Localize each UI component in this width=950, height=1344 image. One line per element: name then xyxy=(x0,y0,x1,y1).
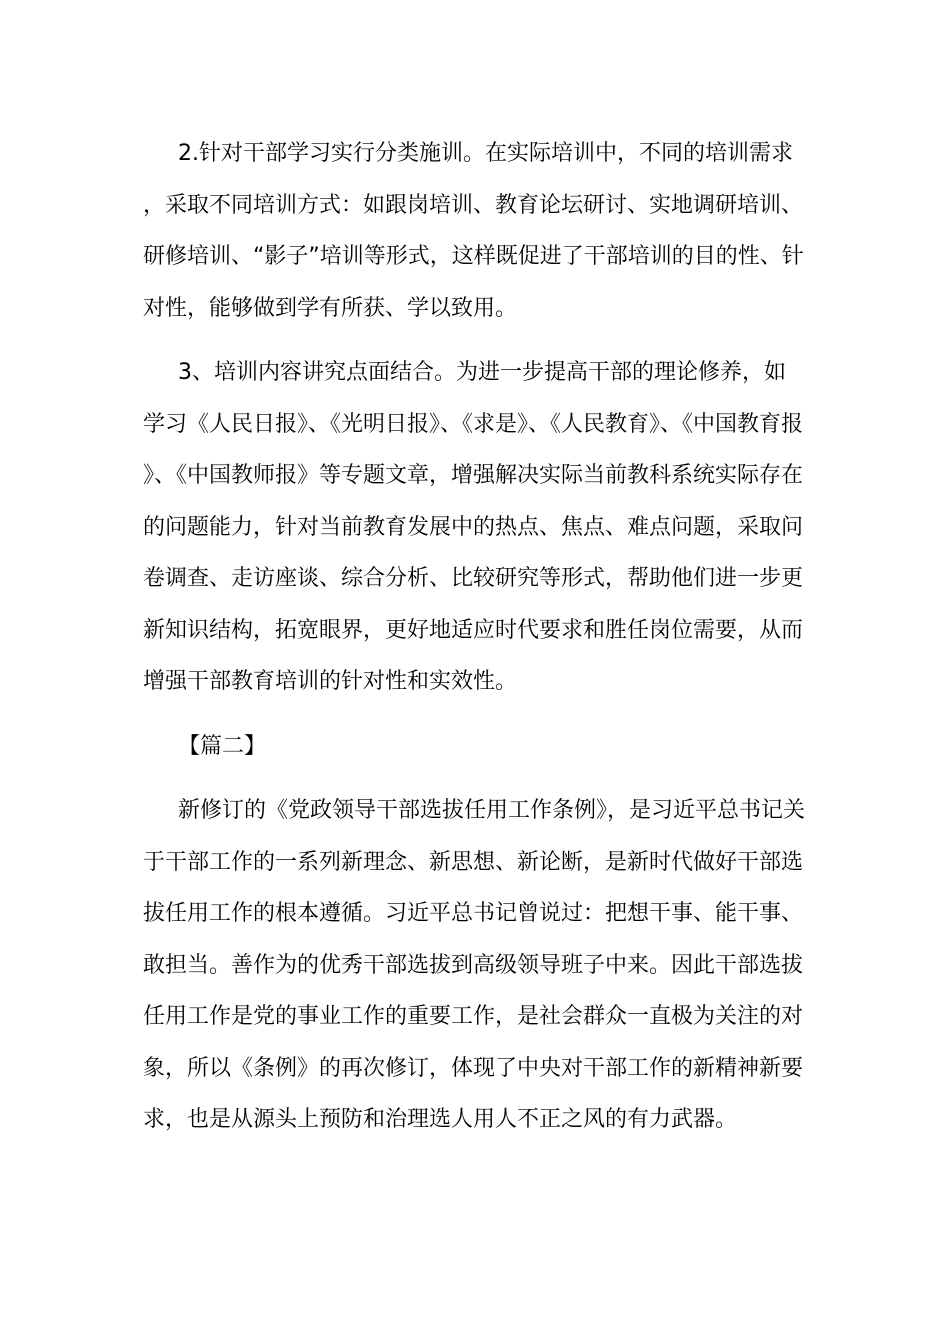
paragraph-training-classification: 2.针对干部学习实行分类施训。在实际培训中，不同的培训需求，采取不同培训方式：如跟岗培训、教育论坛研讨、实地调研培训、研修培训、“影子”培训等形式，这样既促进了干部培训的目的性、针对性，能够做到学有所获、学以致用。 xyxy=(143,141,804,321)
paragraph-cadre-regulations: 新修订的《党政领导干部选拔任用工作条例》，是习近平总书记关于干部工作的一系列新理念、新思想、新论断，是新时代做好干部选拔任用工作的根本遵循。习近平总书记曾说过：把想干事、能干事、敢担当。善作为的优秀干部选拔到高级领导班子中来。因此干部选拔任用工作是党的事业工作的重要工作，是社会群众一直极为关注的对象，所以《条例》的再次修订，体现了中央对干部工作的新精神新要求，也是从源头上预防和治理选人用人不正之风的有力武器。 xyxy=(143,798,806,1132)
document-body xyxy=(143,128,807,1146)
paragraph-training-content: 3、培训内容讲究点面结合。为进一步提高干部的理论修养，如学习《人民日报》、《光明日报》、《求是》、《人民教育》、《中国教育报》、《中国教师报》等专题文章，增强解决实际当前教科系统实际存在的问题能力，针对当前教育发展中的热点、焦点、难点问题，采取问卷调查、走访座谈、综合分析、比较研究等形式，帮助他们进一步更新知识结构，拓宽眼界，更好地适应时代要求和胜任岗位需要，从而增强干部教育培训的针对性和实效性。 xyxy=(143,360,804,694)
section-heading-part-two: 【篇二】 xyxy=(178,733,267,759)
